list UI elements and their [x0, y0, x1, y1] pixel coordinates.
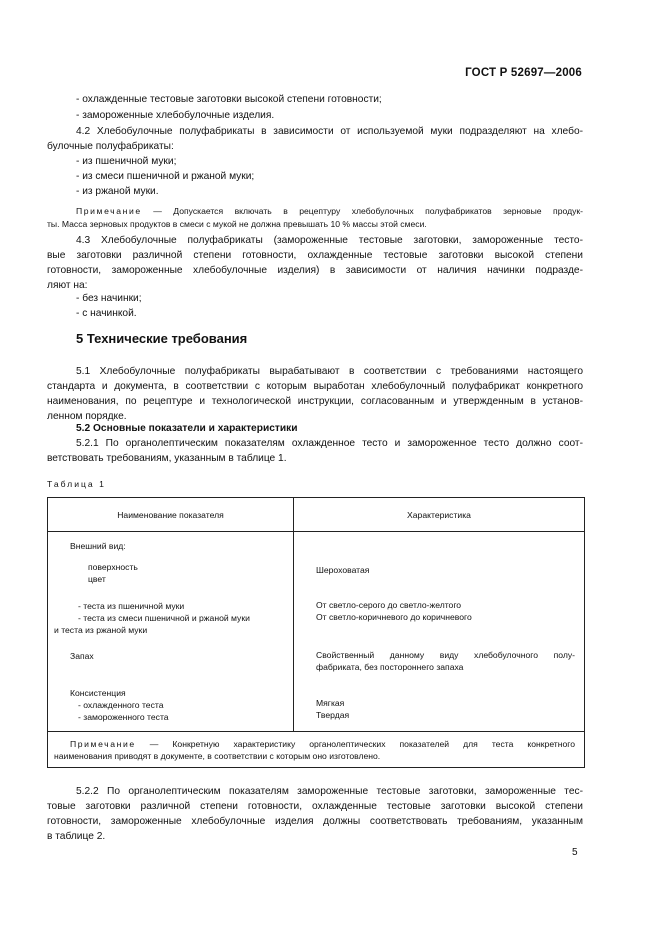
table-cell: От светло-коричневого до коричневого	[316, 612, 472, 622]
note-line	[76, 205, 583, 218]
paragraph-5-2-2-line: товые заготовки различной степени готовности, охлажденные тестовые заготовки высокой степени	[47, 801, 583, 812]
paragraph-4-3-line: 4.3 Хлебобулочные полуфабрикаты (замороженные тестовые заготовки, замороженные тесто-	[76, 235, 583, 246]
paragraph-4-3-line: ляют на:	[47, 280, 88, 291]
paragraph-5-2-1-line: 5.2.1 По органолептическим показателям охлажденное тесто и замороженное тесто должно соот-	[76, 438, 583, 449]
table-cell: Мягкая	[316, 698, 345, 708]
paragraph-5-2-2-line: готовности, замороженные хлебобулочные изделия должны соответствовать требованиям, указанным	[47, 816, 583, 827]
table-cell: Свойственный данному виду хлебобулочного полу-	[316, 650, 575, 660]
table-cell: - охлажденного теста	[78, 700, 164, 710]
table-cell: Твердая	[316, 710, 350, 720]
paragraph-5-1-line: наименования, по рецептуре и технологической инструкции, согласованным и утвержденным в установ-	[47, 396, 583, 407]
list-item: - из пшеничной муки;	[76, 156, 177, 167]
table-1	[47, 497, 585, 768]
paragraph-4-2-line: 4.2 Хлебобулочные полуфабрикаты в зависимости от используемой муки подразделяют на хлебо-	[76, 126, 583, 137]
note-text: — Конкретную характеристику органолептических показателей для теста конкретного	[149, 739, 575, 749]
section-heading: 5 Технические требования	[76, 331, 248, 346]
list-item: - из смеси пшеничной и ржаной муки;	[76, 171, 255, 182]
table-cell: и теста из ржаной муки	[54, 625, 148, 635]
table-cell: Консистенция	[70, 688, 126, 698]
table-cell: Запах	[70, 651, 94, 661]
list-item: - без начинки;	[76, 293, 142, 304]
list-item: - замороженные хлебобулочные изделия.	[76, 110, 275, 121]
table-note-divider	[48, 731, 584, 732]
table-note-line	[70, 738, 575, 751]
paragraph-5-1-line: 5.1 Хлебобулочные полуфабрикаты вырабатывают в соответствии с требованиями настоящего	[76, 366, 583, 377]
paragraph-4-2-line: булочные полуфабрикаты:	[47, 141, 174, 152]
table-header-divider	[48, 531, 584, 532]
note-label: Примечание	[70, 739, 136, 749]
table-cell: От светло-серого до светло-желтого	[316, 600, 462, 610]
page-number: 5	[572, 847, 578, 858]
table-cell: фабриката, без постороннего запаха	[316, 662, 464, 672]
table-cell: - теста из пшеничной муки	[78, 601, 185, 611]
note-line: ты. Масса зерновых продуктов в смеси с мукой не должна превышать 10 % массы этой смеси.	[47, 219, 427, 229]
paragraph-5-2-2-line: в таблице 2.	[47, 831, 106, 842]
table-header-cell: Характеристика	[407, 510, 471, 520]
list-item: - с начинкой.	[76, 308, 137, 319]
subsection-heading: 5.2 Основные показатели и характеристики	[76, 423, 298, 434]
table-cell: поверхность	[88, 562, 138, 572]
table-column-divider	[293, 498, 294, 731]
list-item: - из ржаной муки.	[76, 186, 159, 197]
list-item: - охлажденные тестовые заготовки высокой степени готовности;	[76, 94, 382, 105]
note-label: Примечание	[76, 206, 142, 216]
table-caption: Таблица 1	[47, 479, 106, 489]
paragraph-4-3-line: готовности, замороженные хлебобулочные изделия) в зависимости от наличия начинки подразде-	[47, 265, 583, 276]
table-cell: Шероховатая	[316, 565, 370, 575]
note-text: — Допускается включать в рецептуру хлебобулочных полуфабрикатов зерновые продук-	[153, 206, 583, 216]
paragraph-5-1-line: стандарта и документа, в соответствии с которым выработан хлебобулочный полуфабрикат конкретного	[47, 381, 583, 392]
paragraph-5-1-line: ленном порядке.	[47, 411, 127, 422]
paragraph-5-2-1-line: ветствовать требованиям, указанным в таблице 1.	[47, 453, 287, 464]
table-cell: - теста из смеси пшеничной и ржаной муки	[78, 613, 250, 623]
table-cell: Внешний вид:	[70, 541, 126, 551]
document-code: ГОСТ Р 52697—2006	[465, 67, 582, 79]
table-cell: - замороженного теста	[78, 712, 169, 722]
table-header-cell: Наименование показателя	[117, 510, 224, 520]
table-cell: цвет	[88, 574, 106, 584]
table-note-line: наименования приводят в документе, в соответствии с которым оно изготовлено.	[54, 751, 381, 761]
paragraph-4-3-line: вые заготовки различной степени готовности, охлажденные тестовые заготовки высокой степени	[47, 250, 583, 261]
paragraph-5-2-2-line: 5.2.2 По органолептическим показателям замороженные тестовые заготовки, замороженные тес-	[76, 786, 583, 797]
